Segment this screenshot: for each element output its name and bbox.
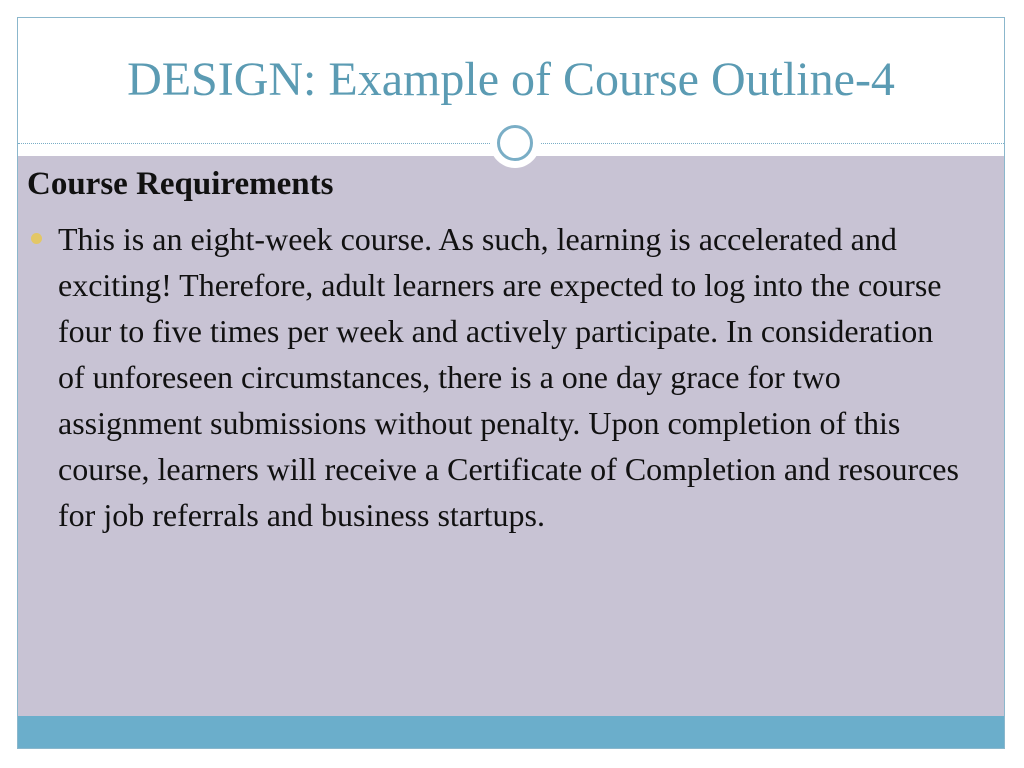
section-heading: Course Requirements [27, 166, 334, 202]
bullet-text: This is an eight-week course. As such, learning is accelerated and exciting! Therefore, adult learners are expected to log into the course four to five times per week and actively participate. In consideration of unforeseen circumstances, there is a one day grace for two assignment submissions without penalty. Upon completion of this course, learners will receive a Certificate of Completion and resources for job referrals and business startups. [58, 221, 959, 533]
bullet-dot-icon [31, 233, 42, 244]
bottom-band [18, 716, 1004, 749]
slide-title: DESIGN: Example of Course Outline-4 [127, 53, 895, 106]
circle-ring-icon [497, 125, 533, 161]
